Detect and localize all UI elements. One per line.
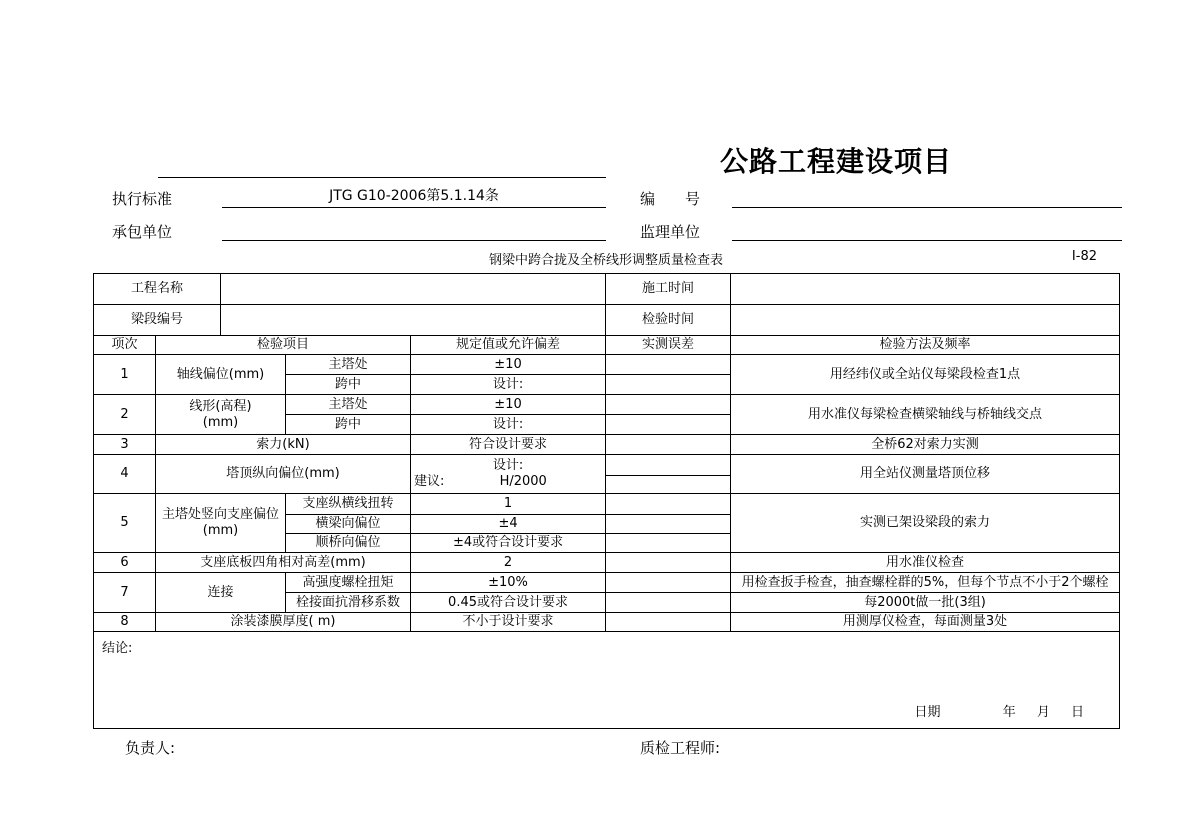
- conclusion-cell[interactable]: [94, 632, 1120, 729]
- row2-sub1: 主塔处: [286, 395, 411, 415]
- row4-spec-design-label: 设计:: [492, 458, 524, 474]
- row5-measured3-cell[interactable]: [606, 534, 731, 553]
- row6-measured-cell[interactable]: [606, 553, 731, 573]
- col-method: 检验方法及频率: [731, 336, 1120, 355]
- row7-item: 连接: [156, 573, 286, 613]
- row-4a: [94, 455, 1120, 476]
- row1-spec2: 设计:: [411, 375, 606, 395]
- inspection-time-label: 检验时间: [606, 305, 731, 336]
- row5-seq: 5: [94, 494, 156, 553]
- row5-sub3: 顺桥向偏位: [286, 534, 411, 553]
- serial-number-field[interactable]: [732, 185, 1122, 208]
- row1-method: 用经纬仪或全站仪每梁段检查1点: [731, 355, 1120, 395]
- col-item: 检验项目: [156, 336, 411, 355]
- row2-item-line2: (mm): [202, 414, 239, 430]
- row-5a: [94, 494, 1120, 515]
- month-label: 月: [1036, 705, 1050, 721]
- row-6: [94, 553, 1120, 573]
- row3-item: 索力(kN): [156, 435, 411, 455]
- row5-item: [156, 494, 286, 553]
- row5-item-line1: 主塔处竖向支座偏位: [162, 507, 280, 523]
- table-caption: 钢梁中跨合拢及全桥线形调整质量检查表: [488, 253, 723, 268]
- row8-method: 用测厚仪检查，每面测量3处: [731, 613, 1120, 632]
- row7-method1: 用检查扳手检查，抽查螺栓群的5%，但每个节点不小于2个螺栓: [731, 573, 1120, 593]
- row1-spec1: ±10: [411, 355, 606, 375]
- row2-sub2: 跨中: [286, 415, 411, 435]
- row5-measured2-cell[interactable]: [606, 515, 731, 534]
- project-name-blank-field[interactable]: [158, 155, 606, 178]
- row-8: [94, 613, 1120, 632]
- row2-item: [156, 395, 286, 435]
- row2-spec1: ±10: [411, 395, 606, 415]
- col-measured: 实测误差: [606, 336, 731, 355]
- row3-spec: 符合设计要求: [411, 435, 606, 455]
- row6-method: 用水准仪检查: [731, 553, 1120, 573]
- row4-item: 塔顶纵向偏位(mm): [156, 455, 411, 494]
- row6-spec: 2: [411, 553, 606, 573]
- row5-sub2: 横梁向偏位: [286, 515, 411, 534]
- project-name-value-cell[interactable]: [221, 274, 606, 305]
- row8-item: 涂装漆膜厚度( m): [156, 613, 411, 632]
- date-label: 日期: [914, 705, 941, 721]
- row1-sub2: 跨中: [286, 375, 411, 395]
- inspection-table: [93, 273, 1120, 729]
- row4-spec: [411, 455, 606, 494]
- exec-standard-label: 执行标准: [112, 190, 173, 208]
- row5-measured1-cell[interactable]: [606, 494, 731, 515]
- row8-spec: 不小于设计要求: [411, 613, 606, 632]
- conclusion-label: 结论:: [102, 641, 133, 656]
- row-2a: [94, 395, 1120, 415]
- row1-item: 轴线偏位(mm): [156, 355, 286, 395]
- segment-no-value-cell[interactable]: [221, 305, 606, 336]
- inspection-time-value-cell[interactable]: [731, 305, 1120, 336]
- row5-sub1: 支座纵横线扭转: [286, 494, 411, 515]
- contractor-field[interactable]: [222, 218, 606, 241]
- row1-seq: 1: [94, 355, 156, 395]
- serial-number-label: 编 号: [640, 190, 701, 208]
- supervisor-field[interactable]: [732, 218, 1122, 241]
- row7-spec1: ±10%: [411, 573, 606, 593]
- col-spec: 规定值或允许偏差: [411, 336, 606, 355]
- column-header-row: [94, 336, 1120, 355]
- row4-measured2-cell[interactable]: [606, 476, 731, 494]
- day-label: 日: [1071, 705, 1085, 721]
- row8-seq: 8: [94, 613, 156, 632]
- row5-spec2: ±4: [411, 515, 606, 534]
- row4-seq: 4: [94, 455, 156, 494]
- row6-seq: 6: [94, 553, 156, 573]
- row8-measured-cell[interactable]: [606, 613, 731, 632]
- row5-spec3: ±4或符合设计要求: [411, 534, 606, 553]
- form-code: I-82: [1071, 249, 1097, 264]
- row7-method2: 每2000t做一批(3组): [731, 593, 1120, 613]
- page-title: 公路工程建设项目: [720, 145, 953, 178]
- qc-engineer-label: 质检工程师:: [640, 739, 721, 757]
- row7-measured2-cell[interactable]: [606, 593, 731, 613]
- row-1a: [94, 355, 1120, 375]
- responsible-person-label: 负责人:: [125, 739, 176, 757]
- construction-time-value-cell[interactable]: [731, 274, 1120, 305]
- row7-measured1-cell[interactable]: [606, 573, 731, 593]
- row2-measured1-cell[interactable]: [606, 395, 731, 415]
- row-7a: [94, 573, 1120, 593]
- row5-item-line2: (mm): [202, 523, 239, 538]
- row2-item-line1: 线形(高程): [189, 398, 252, 414]
- info-row-project: [94, 274, 1120, 305]
- segment-no-label: 梁段编号: [94, 305, 221, 336]
- row-3: [94, 435, 1120, 455]
- row1-measured2-cell[interactable]: [606, 375, 731, 395]
- row5-method: 实测已架设梁段的索力: [731, 494, 1120, 553]
- row3-measured-cell[interactable]: [606, 435, 731, 455]
- row6-item: 支座底板四角相对高差(mm): [156, 553, 411, 573]
- conclusion-row: [94, 632, 1120, 729]
- row2-seq: 2: [94, 395, 156, 435]
- row7-sub2: 栓接面抗滑移系数: [286, 593, 411, 613]
- info-row-segment: [94, 305, 1120, 336]
- row4-spec-suggest-label: 建议:: [414, 474, 445, 489]
- construction-time-label: 施工时间: [606, 274, 731, 305]
- row2-measured2-cell[interactable]: [606, 415, 731, 435]
- row7-seq: 7: [94, 573, 156, 613]
- row7-spec2: 0.45或符合设计要求: [411, 593, 606, 613]
- row1-measured1-cell[interactable]: [606, 355, 731, 375]
- row4-method: 用全站仪测量塔顶位移: [731, 455, 1120, 494]
- row4-measured1-cell[interactable]: [606, 455, 731, 476]
- project-name-label: 工程名称: [94, 274, 221, 305]
- col-seq: 项次: [94, 336, 156, 355]
- row4-spec-suggest-value: H/2000: [499, 474, 547, 489]
- conclusion-date-line: [915, 705, 1084, 721]
- contractor-label: 承包单位: [112, 223, 173, 241]
- row3-seq: 3: [94, 435, 156, 455]
- row7-sub1: 高强度螺栓扭矩: [286, 573, 411, 593]
- row5-spec1: 1: [411, 494, 606, 515]
- year-label: 年: [1002, 705, 1016, 721]
- row2-spec2: 设计:: [411, 415, 606, 435]
- row3-method: 全桥62对索力实测: [731, 435, 1120, 455]
- row2-method: 用水准仪每梁检查横梁轴线与桥轴线交点: [731, 395, 1120, 435]
- supervisor-label: 监理单位: [640, 223, 701, 241]
- exec-standard-field[interactable]: JTG G10-2006第5.1.14条: [222, 185, 606, 208]
- row1-sub1: 主塔处: [286, 355, 411, 375]
